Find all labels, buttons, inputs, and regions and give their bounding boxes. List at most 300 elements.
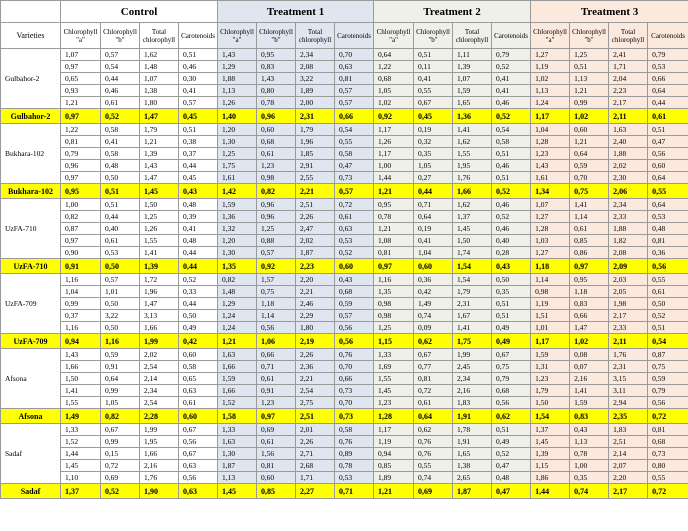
table-cell: 2,05 — [609, 286, 648, 298]
table-cell: 1,99 — [140, 424, 179, 436]
table-cell: 0,58 — [101, 148, 140, 160]
table-cell: 1,16 — [61, 274, 101, 286]
table-cell: 1,59 — [531, 349, 570, 361]
table-cell: 2,14 — [609, 448, 648, 460]
summary-variety-name: UzFA-709 — [1, 334, 61, 349]
table-cell: 1,26 — [218, 97, 257, 109]
table-row — [1, 436, 688, 448]
table-cell: 0,82 — [218, 274, 257, 286]
summary-cell: 1,42 — [218, 184, 257, 199]
table-cell: 1,45 — [531, 436, 570, 448]
table-cell: 0,82 — [61, 211, 101, 223]
table-cell: 1,88 — [218, 73, 257, 85]
table-cell: 0,52 — [492, 61, 531, 73]
table-cell: 1,66 — [218, 361, 257, 373]
summary-row — [1, 184, 688, 199]
table-cell: 0,44 — [101, 211, 140, 223]
table-cell: 0,35 — [414, 148, 453, 160]
table-cell: 1,56 — [257, 448, 296, 460]
table-cell: 0,80 — [648, 460, 688, 472]
table-cell: 1,47 — [570, 322, 609, 334]
summary-cell: 1,87 — [453, 484, 492, 499]
table-cell: 2,16 — [570, 373, 609, 385]
table-row — [1, 235, 688, 247]
table-row — [1, 211, 688, 223]
table-cell: 0,51 — [492, 148, 531, 160]
table-cell: 0,38 — [179, 136, 218, 148]
table-cell: 1,79 — [140, 124, 179, 136]
table-cell: 0,99 — [570, 97, 609, 109]
table-cell: 1,01 — [101, 286, 140, 298]
table-row — [1, 247, 688, 259]
group-header-row — [1, 1, 688, 23]
table-cell: 1,21 — [570, 136, 609, 148]
summary-cell: 2,11 — [609, 334, 648, 349]
summary-cell: 0,97 — [257, 409, 296, 424]
col-header-chl-b: Chlorophyll "b" — [414, 23, 453, 49]
table-cell: 1,41 — [453, 124, 492, 136]
summary-cell: 1,17 — [531, 109, 570, 124]
table-cell: 1,55 — [61, 397, 101, 409]
summary-cell: 0,54 — [648, 334, 688, 349]
summary-cell: 0,45 — [414, 109, 453, 124]
col-header-chl-b: Chlorophyll "b" — [101, 23, 140, 49]
table-cell: 0,55 — [648, 274, 688, 286]
table-cell: 1,21 — [570, 85, 609, 97]
table-cell: 0,57 — [257, 247, 296, 259]
table-cell: 0,07 — [570, 361, 609, 373]
table-cell: 1,63 — [218, 349, 257, 361]
table-cell: 1,71 — [609, 61, 648, 73]
table-cell: 1,45 — [61, 460, 101, 472]
summary-cell: 0,63 — [179, 484, 218, 499]
summary-cell: 0,56 — [335, 334, 374, 349]
table-cell: 2,41 — [609, 49, 648, 61]
table-cell: 0,87 — [648, 349, 688, 361]
table-row — [1, 286, 688, 298]
table-cell: 0,75 — [492, 361, 531, 373]
table-cell: 0,57 — [335, 310, 374, 322]
table-cell: 0,39 — [179, 211, 218, 223]
table-cell: 0,53 — [335, 472, 374, 484]
summary-cell: 0,74 — [570, 484, 609, 499]
table-cell: 0,44 — [179, 298, 218, 310]
table-cell: 1,76 — [453, 172, 492, 184]
table-cell: 0,60 — [257, 472, 296, 484]
table-cell: 0,35 — [570, 472, 609, 484]
table-cell: 1,17 — [374, 148, 414, 160]
table-cell: 0,50 — [492, 274, 531, 286]
summary-cell: 1,15 — [374, 334, 414, 349]
table-cell: 0,64 — [648, 199, 688, 211]
table-cell: 0,50 — [101, 322, 140, 334]
table-cell: 1,41 — [61, 385, 101, 397]
table-cell: 0,60 — [648, 160, 688, 172]
table-cell: 0,55 — [648, 472, 688, 484]
summary-cell: 0,55 — [648, 184, 688, 199]
table-cell: 1,54 — [453, 274, 492, 286]
table-cell: 1,38 — [140, 85, 179, 97]
table-cell: 2,16 — [453, 385, 492, 397]
summary-cell: 0,52 — [101, 109, 140, 124]
summary-cell: 0,60 — [414, 259, 453, 274]
summary-cell: 2,27 — [296, 484, 335, 499]
table-cell: 0,75 — [648, 361, 688, 373]
table-cell: 1,14 — [531, 274, 570, 286]
table-row — [1, 448, 688, 460]
table-cell: 1,96 — [296, 136, 335, 148]
summary-row — [1, 409, 688, 424]
table-cell: 1,22 — [61, 124, 101, 136]
table-cell: 1,66 — [218, 385, 257, 397]
table-cell: 0,52 — [648, 310, 688, 322]
table-row — [1, 199, 688, 211]
summary-cell: 1,54 — [453, 259, 492, 274]
table-cell: 2,33 — [609, 211, 648, 223]
table-row — [1, 49, 688, 61]
table-cell: 1,41 — [570, 199, 609, 211]
table-cell: 1,82 — [609, 235, 648, 247]
table-cell: 0,46 — [101, 85, 140, 97]
table-cell: 1,76 — [140, 472, 179, 484]
table-cell: 0,57 — [335, 97, 374, 109]
table-cell: 1,17 — [374, 424, 414, 436]
table-cell: 1,33 — [374, 349, 414, 361]
table-cell: 0,61 — [101, 97, 140, 109]
table-cell: 0,91 — [101, 361, 140, 373]
summary-cell: 1,45 — [140, 184, 179, 199]
table-cell: 3,15 — [609, 373, 648, 385]
summary-cell: 0,60 — [335, 259, 374, 274]
table-cell: 0,51 — [492, 310, 531, 322]
table-cell: 1,59 — [570, 397, 609, 409]
table-cell: 0,56 — [648, 148, 688, 160]
table-cell: 2,31 — [453, 298, 492, 310]
table-cell: 0,99 — [61, 298, 101, 310]
summary-cell: 0,71 — [335, 484, 374, 499]
table-cell: 0,27 — [414, 172, 453, 184]
table-cell: 0,74 — [414, 310, 453, 322]
table-body — [1, 49, 688, 499]
col-header-carotenoids: Carotenoids — [492, 23, 531, 49]
table-cell: 0,56 — [179, 472, 218, 484]
table-cell: 2,71 — [296, 448, 335, 460]
summary-cell: 1,75 — [453, 334, 492, 349]
table-cell: 0,68 — [257, 136, 296, 148]
variety-name: Sadaf — [1, 424, 61, 484]
summary-cell: 0,62 — [492, 409, 531, 424]
table-cell: 0,56 — [179, 436, 218, 448]
table-cell: 1,76 — [609, 349, 648, 361]
summary-cell: 0,82 — [257, 184, 296, 199]
table-cell: 1,07 — [61, 49, 101, 61]
table-cell: 1,23 — [374, 397, 414, 409]
table-cell: 1,47 — [140, 172, 179, 184]
table-cell: 0,73 — [648, 448, 688, 460]
table-cell: 1,85 — [296, 148, 335, 160]
table-cell: 0,79 — [648, 385, 688, 397]
summary-cell: 1,44 — [531, 484, 570, 499]
table-cell: 1,24 — [531, 97, 570, 109]
table-cell: 0,61 — [101, 235, 140, 247]
table-cell: 0,44 — [101, 73, 140, 85]
summary-cell: 0,43 — [179, 184, 218, 199]
table-cell: 0,79 — [61, 148, 101, 160]
summary-variety-name: Gulbahor-2 — [1, 109, 61, 124]
table-cell: 1,27 — [531, 247, 570, 259]
summary-cell: 0,95 — [61, 184, 101, 199]
table-cell: 0,67 — [414, 97, 453, 109]
table-cell: 1,16 — [374, 274, 414, 286]
table-cell: 0,53 — [648, 61, 688, 73]
summary-cell: 0,96 — [257, 109, 296, 124]
table-cell: 1,87 — [296, 247, 335, 259]
table-cell: 2,54 — [140, 361, 179, 373]
table-cell: 0,43 — [335, 274, 374, 286]
table-row — [1, 223, 688, 235]
summary-cell: 0,47 — [492, 484, 531, 499]
table-cell: 0,40 — [101, 223, 140, 235]
table-cell: 1,24 — [218, 322, 257, 334]
table-cell: 0,63 — [179, 460, 218, 472]
table-row — [1, 298, 688, 310]
table-cell: 0,95 — [374, 199, 414, 211]
summary-cell: 0,92 — [257, 259, 296, 274]
table-cell: 0,46 — [492, 160, 531, 172]
table-cell: 0,64 — [414, 211, 453, 223]
table-cell: 0,63 — [335, 61, 374, 73]
table-cell: 1,13 — [218, 85, 257, 97]
table-cell: 2,21 — [296, 373, 335, 385]
table-cell: 0,66 — [335, 373, 374, 385]
table-cell: 0,47 — [335, 160, 374, 172]
table-cell: 0,41 — [101, 136, 140, 148]
table-cell: 0,88 — [257, 235, 296, 247]
table-cell: 1,98 — [609, 298, 648, 310]
table-cell: 0,51 — [648, 322, 688, 334]
group-treatment-2: Treatment 2 — [374, 1, 531, 23]
table-cell: 0,53 — [101, 247, 140, 259]
table-cell: 1,59 — [453, 85, 492, 97]
summary-cell: 0,44 — [179, 259, 218, 274]
table-cell: 1,07 — [531, 199, 570, 211]
summary-variety-name: UzFA-710 — [1, 259, 61, 274]
table-cell: 1,01 — [531, 322, 570, 334]
summary-cell: 2,06 — [609, 184, 648, 199]
table-cell: 0,74 — [414, 472, 453, 484]
table-cell: 0,67 — [492, 349, 531, 361]
table-cell: 0,68 — [648, 436, 688, 448]
table-cell: 2,34 — [296, 49, 335, 61]
table-cell: 0,52 — [179, 274, 218, 286]
col-header-carotenoids: Carotenoids — [335, 23, 374, 49]
table-cell: 2,23 — [609, 85, 648, 97]
table-cell: 0,89 — [335, 448, 374, 460]
table-cell: 0,63 — [335, 223, 374, 235]
summary-variety-name: Afsona — [1, 409, 61, 424]
table-cell: 0,96 — [257, 199, 296, 211]
table-cell: 1,50 — [453, 235, 492, 247]
table-cell: 2,68 — [296, 460, 335, 472]
table-cell: 0,66 — [648, 73, 688, 85]
table-cell: 1,13 — [570, 436, 609, 448]
table-cell: 1,14 — [257, 310, 296, 322]
table-cell: 1,33 — [61, 424, 101, 436]
summary-cell: 1,34 — [531, 184, 570, 199]
table-cell: 1,17 — [374, 124, 414, 136]
table-row — [1, 136, 688, 148]
table-cell: 0,86 — [570, 247, 609, 259]
table-cell: 0,57 — [335, 85, 374, 97]
variety-name: Afsona — [1, 349, 61, 409]
table-cell: 2,26 — [296, 211, 335, 223]
table-cell: 1,79 — [531, 385, 570, 397]
table-cell: 1,25 — [140, 211, 179, 223]
summary-cell: 2,28 — [140, 409, 179, 424]
summary-cell: 1,16 — [101, 334, 140, 349]
col-header-carotenoids: Carotenoids — [648, 23, 688, 49]
table-cell: 1,61 — [218, 172, 257, 184]
table-cell: 0,44 — [648, 97, 688, 109]
table-row — [1, 124, 688, 136]
table-cell: 0,19 — [414, 223, 453, 235]
table-cell: 2,54 — [140, 397, 179, 409]
summary-cell: 0,60 — [179, 409, 218, 424]
table-cell: 2,51 — [609, 436, 648, 448]
table-cell: 2,33 — [609, 322, 648, 334]
table-cell: 0,98 — [531, 286, 570, 298]
col-header-chl-a: Chlorophyll "a" — [531, 23, 570, 49]
table-cell: 0,81 — [648, 424, 688, 436]
table-cell: 1,95 — [453, 160, 492, 172]
table-cell: 0,97 — [61, 172, 101, 184]
summary-cell: 1,66 — [453, 184, 492, 199]
column-header-row — [1, 23, 688, 49]
table-cell: 1,62 — [140, 49, 179, 61]
table-row — [1, 61, 688, 73]
table-cell: 0,67 — [179, 424, 218, 436]
table-cell: 0,56 — [335, 322, 374, 334]
table-cell: 0,50 — [648, 298, 688, 310]
table-cell: 0,87 — [61, 223, 101, 235]
table-cell: 0,37 — [179, 148, 218, 160]
table-cell: 0,71 — [414, 199, 453, 211]
table-cell: 2,03 — [609, 274, 648, 286]
summary-cell: 1,90 — [140, 484, 179, 499]
table-cell: 0,48 — [179, 199, 218, 211]
table-cell: 0,46 — [492, 97, 531, 109]
table-cell: 1,07 — [453, 73, 492, 85]
table-cell: 0,33 — [179, 286, 218, 298]
table-cell: 0,61 — [648, 286, 688, 298]
table-cell: 0,61 — [257, 373, 296, 385]
table-cell: 0,11 — [414, 61, 453, 73]
table-cell: 1,43 — [531, 160, 570, 172]
table-row — [1, 361, 688, 373]
summary-cell: 2,17 — [609, 484, 648, 499]
summary-cell: 1,37 — [61, 484, 101, 499]
table-cell: 2,17 — [609, 310, 648, 322]
summary-cell: 0,42 — [179, 334, 218, 349]
table-cell: 0,46 — [179, 61, 218, 73]
table-cell: 1,96 — [140, 286, 179, 298]
table-cell: 0,56 — [492, 397, 531, 409]
summary-cell: 2,35 — [609, 409, 648, 424]
table-cell: 1,44 — [374, 172, 414, 184]
table-cell: 1,67 — [453, 310, 492, 322]
table-cell: 0,69 — [101, 472, 140, 484]
table-cell: 0,58 — [335, 148, 374, 160]
summary-cell: 1,06 — [257, 334, 296, 349]
table-cell: 1,63 — [609, 124, 648, 136]
table-cell: 0,58 — [179, 361, 218, 373]
table-cell: 2,34 — [140, 385, 179, 397]
col-header-carotenoids: Carotenoids — [179, 23, 218, 49]
summary-cell: 0,97 — [61, 109, 101, 124]
table-cell: 2,17 — [609, 97, 648, 109]
summary-variety-name: Sadaf — [1, 484, 61, 499]
table-row — [1, 148, 688, 160]
table-cell: 0,83 — [257, 61, 296, 73]
table-cell: 2,55 — [296, 172, 335, 184]
table-cell: 0,51 — [414, 49, 453, 61]
summary-cell: 0,52 — [101, 484, 140, 499]
table-row — [1, 460, 688, 472]
table-cell: 1,83 — [609, 424, 648, 436]
table-row — [1, 424, 688, 436]
table-cell: 0,55 — [414, 460, 453, 472]
table-cell: 1,43 — [257, 73, 296, 85]
table-cell: 0,08 — [570, 349, 609, 361]
table-cell: 0,64 — [570, 148, 609, 160]
table-cell: 1,21 — [374, 223, 414, 235]
table-cell: 1,49 — [414, 298, 453, 310]
corner-cell — [1, 1, 61, 23]
table-cell: 2,51 — [296, 199, 335, 211]
table-cell: 1,18 — [570, 286, 609, 298]
table-cell: 1,48 — [218, 286, 257, 298]
summary-cell: 0,91 — [61, 259, 101, 274]
table-cell: 0,66 — [257, 349, 296, 361]
table-cell: 0,59 — [101, 349, 140, 361]
table-cell: 1,50 — [140, 199, 179, 211]
summary-cell: 0,92 — [374, 109, 414, 124]
table-cell: 0,72 — [335, 199, 374, 211]
table-cell: 1,55 — [374, 373, 414, 385]
table-cell: 0,52 — [335, 247, 374, 259]
summary-cell: 0,85 — [257, 484, 296, 499]
table-cell: 1,26 — [374, 136, 414, 148]
summary-cell: 0,97 — [570, 259, 609, 274]
table-cell: 1,65 — [453, 448, 492, 460]
table-cell: 0,61 — [335, 211, 374, 223]
table-cell: 0,85 — [570, 235, 609, 247]
table-cell: 0,85 — [374, 460, 414, 472]
table-cell: 1,75 — [218, 160, 257, 172]
table-cell: 0,37 — [61, 310, 101, 322]
summary-cell: 0,49 — [492, 334, 531, 349]
table-cell: 1,65 — [453, 97, 492, 109]
table-cell: 1,15 — [531, 460, 570, 472]
table-cell: 0,72 — [414, 385, 453, 397]
summary-cell: 1,54 — [531, 409, 570, 424]
table-cell: 0,61 — [257, 148, 296, 160]
table-cell: 1,10 — [61, 472, 101, 484]
table-cell: 1,48 — [140, 61, 179, 73]
table-cell: 1,95 — [140, 436, 179, 448]
table-cell: 1,21 — [61, 97, 101, 109]
table-cell: 1,14 — [570, 211, 609, 223]
